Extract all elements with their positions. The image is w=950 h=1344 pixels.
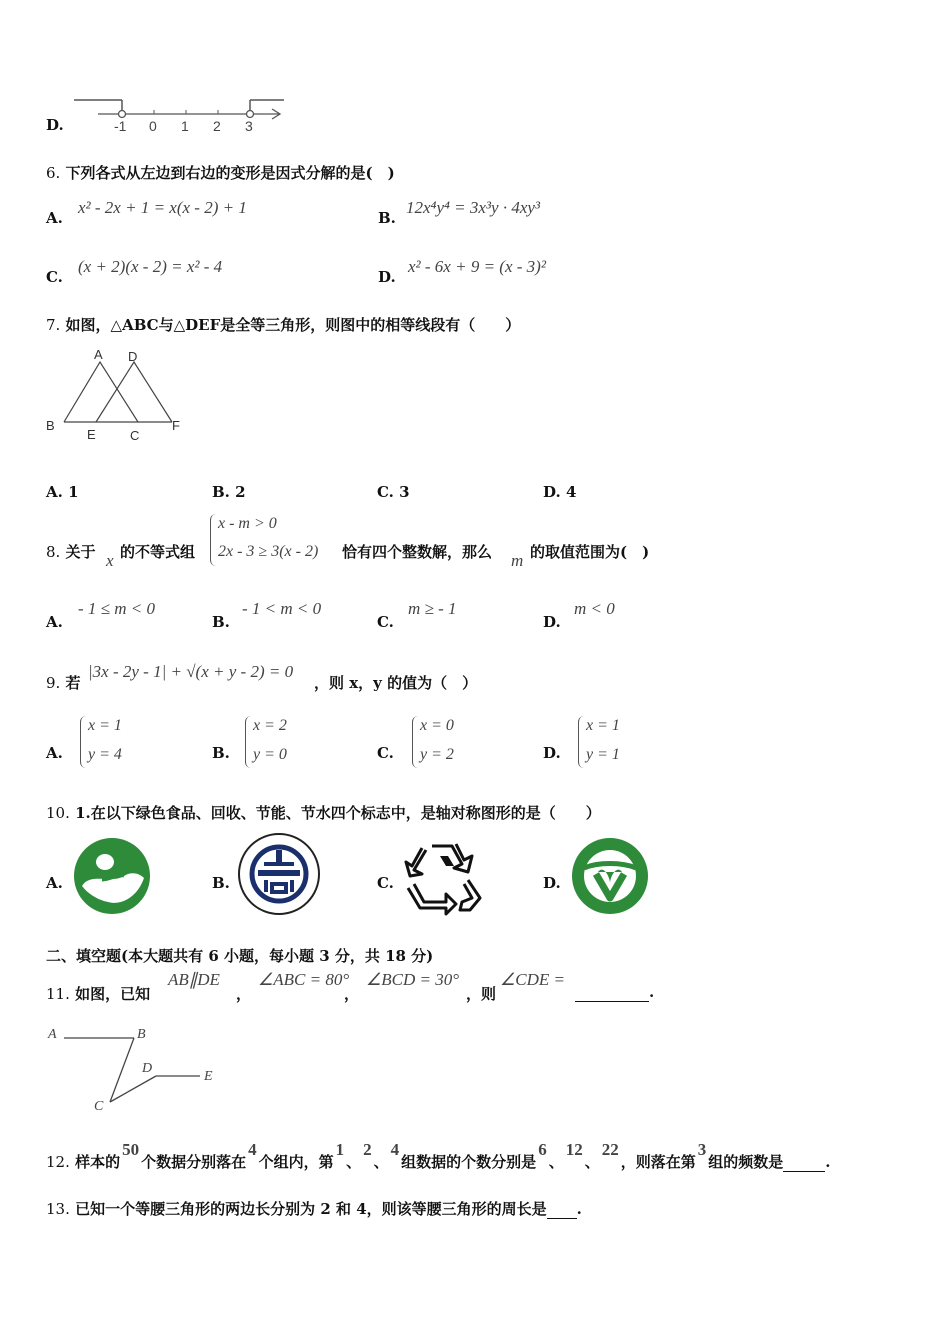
system-brace [412, 716, 418, 768]
q9-option-b-line-2: y = 0 [253, 746, 287, 763]
q8-var-x: x [106, 551, 114, 570]
segment-bc [110, 1038, 134, 1102]
q9-option-d-line-2: y = 1 [586, 746, 620, 763]
vertex-label: B [46, 418, 55, 433]
q10-option-b-label: B. [212, 874, 230, 892]
q10-option-d-label: D. [543, 874, 561, 892]
q6-option-b-label: B. [378, 209, 396, 227]
tick-label: 2 [213, 118, 221, 134]
q11-figure [40, 1018, 230, 1118]
triangle-def [96, 362, 172, 422]
point-label: E [204, 1069, 213, 1084]
system-brace [210, 514, 217, 566]
green-food-logo-icon [72, 836, 154, 916]
section-2-title: 二、填空题(本大题共有 6 小题，每小题 3 分，共 18 分) [46, 947, 434, 965]
q5-number-line [70, 94, 290, 134]
q9-expression: |3x - 2y - 1| + √(x + y - 2) = 0 [88, 662, 294, 681]
system-brace [245, 716, 251, 768]
q8-option-d-label: D. [543, 613, 561, 631]
q9-option-c-line-2: y = 2 [420, 746, 454, 763]
q8-system-line-2: 2x - 3 ≥ 3(x - 2) [218, 543, 319, 560]
system-brace [80, 716, 86, 768]
point-label: A [48, 1027, 57, 1042]
vertex-label: C [130, 428, 140, 443]
tick-label: 3 [245, 118, 253, 134]
q6-option-d-label: D. [378, 268, 396, 286]
tick-label: 0 [149, 118, 157, 134]
question-number: 7. [46, 316, 61, 334]
question-10: 10. 1.在以下绿色食品、回收、节能、节水四个标志中，是轴对称图形的是（ ） [46, 804, 601, 822]
q10-option-a-label: A. [46, 874, 63, 892]
q8-var-m: m [511, 551, 524, 570]
q13-answer-blank[interactable] [547, 1200, 577, 1219]
q10-option-c-label: C. [377, 874, 394, 892]
q11-angle-abc: ∠ABC = 80° [258, 970, 350, 989]
q9-option-c-label: C. [377, 744, 394, 762]
question-12: 12. 样本的50个数据分别落在4个组内，第1、2、4组数据的个数分别是6、12、22，则落在第3组的频数是 . [46, 1140, 831, 1171]
q7-option-b: B. 2 [212, 483, 246, 501]
q12-answer-blank[interactable] [783, 1153, 825, 1172]
q11-parallel: AB∥DE [168, 970, 220, 989]
q6-option-c-math: (x + 2)(x - 2) = x² - 4 [78, 257, 223, 276]
question-11-prefix: 11. 如图，已知 [46, 985, 151, 1003]
q12-sample-size: 50 [122, 1140, 140, 1159]
question-text: 如图，△ABC与△DEF是全等三角形，则图中的相等线段有（ ） [65, 316, 521, 334]
q9-option-c-line-1: x = 0 [420, 717, 454, 734]
vertex-label: E [87, 427, 96, 442]
point-label: C [94, 1099, 104, 1114]
open-dot-minus-1 [119, 111, 126, 118]
q9-option-a-line-2: y = 4 [88, 746, 122, 763]
q8-option-a-math: - 1 ≤ m < 0 [78, 599, 155, 618]
point-label: B [137, 1027, 146, 1042]
q8-text-b: 的不等式组 [120, 543, 196, 561]
q9-option-d-line-1: x = 1 [586, 717, 620, 734]
q5-option-d-label: D. [46, 116, 64, 134]
q11-text-b: ，则 [466, 985, 497, 1003]
question-9-prefix: 9. 若 [46, 674, 81, 692]
energy-saving-logo-icon [236, 832, 322, 916]
q9-option-d-label: D. [543, 744, 561, 762]
question-13: 13. 已知一个等腰三角形的两边长分别为 2 和 4，则该等腰三角形的周长是 . [46, 1200, 582, 1218]
question-text: 下列各式从左边到右边的变形是因式分解的是( ) [65, 164, 395, 182]
question-7 [46, 314, 520, 335]
open-dot-3 [247, 111, 254, 118]
tick-label: -1 [114, 118, 127, 134]
q8-option-a-label: A. [46, 613, 63, 631]
q6-option-d-math: x² - 6x + 9 = (x - 3)² [408, 257, 546, 276]
water-saving-logo-icon [568, 836, 652, 916]
q8-option-c-label: C. [377, 613, 394, 631]
question-8-prefix: 8. 关于 [46, 543, 96, 561]
q8-option-c-math: m ≥ - 1 [408, 599, 457, 618]
q9-option-b-line-1: x = 2 [253, 717, 287, 734]
vertex-label: A [94, 347, 103, 362]
q8-option-d-math: m < 0 [574, 599, 615, 618]
q9-text-b: ，则 x，y 的值为（ ） [314, 674, 478, 692]
tick-label: 1 [181, 118, 189, 134]
question-number: 6. [46, 164, 61, 182]
q8-text-d: 的取值范围为( ) [530, 543, 650, 561]
q7-option-c: C. 3 [377, 483, 410, 501]
system-brace [578, 716, 584, 768]
q7-triangle-figure [40, 342, 200, 447]
separator: ， [236, 985, 252, 1003]
q6-option-b-math: 12x⁴y⁴ = 3x³y · 4xy³ [406, 198, 541, 217]
vertex-label: D [128, 349, 138, 364]
separator: ， [344, 985, 360, 1003]
q8-option-b-math: - 1 < m < 0 [242, 599, 322, 618]
segment-cd [110, 1076, 156, 1102]
question-6 [46, 162, 395, 183]
q7-option-d: D. 4 [543, 483, 577, 501]
q6-option-a-math: x² - 2x + 1 = x(x - 2) + 1 [78, 198, 247, 217]
q9-option-a-label: A. [46, 744, 63, 762]
q8-system-line-1: x - m > 0 [218, 515, 277, 532]
q6-option-c-label: C. [46, 268, 63, 286]
q8-option-b-label: B. [212, 613, 230, 631]
vertex-label: F [172, 418, 180, 433]
q8-text-c: 恰有四个整数解，那么 [342, 543, 493, 561]
q9-option-b-label: B. [212, 744, 230, 762]
point-label: D [142, 1061, 153, 1076]
q6-option-a-label: A. [46, 209, 63, 227]
q7-option-a: A. 1 [46, 483, 79, 501]
recycle-logo-icon [402, 836, 488, 916]
q11-answer-blank[interactable]: . [575, 983, 654, 1002]
q11-angle-cde: ∠CDE = [500, 970, 565, 989]
q11-angle-bcd: ∠BCD = 30° [366, 970, 460, 989]
q9-option-a-line-1: x = 1 [88, 717, 122, 734]
